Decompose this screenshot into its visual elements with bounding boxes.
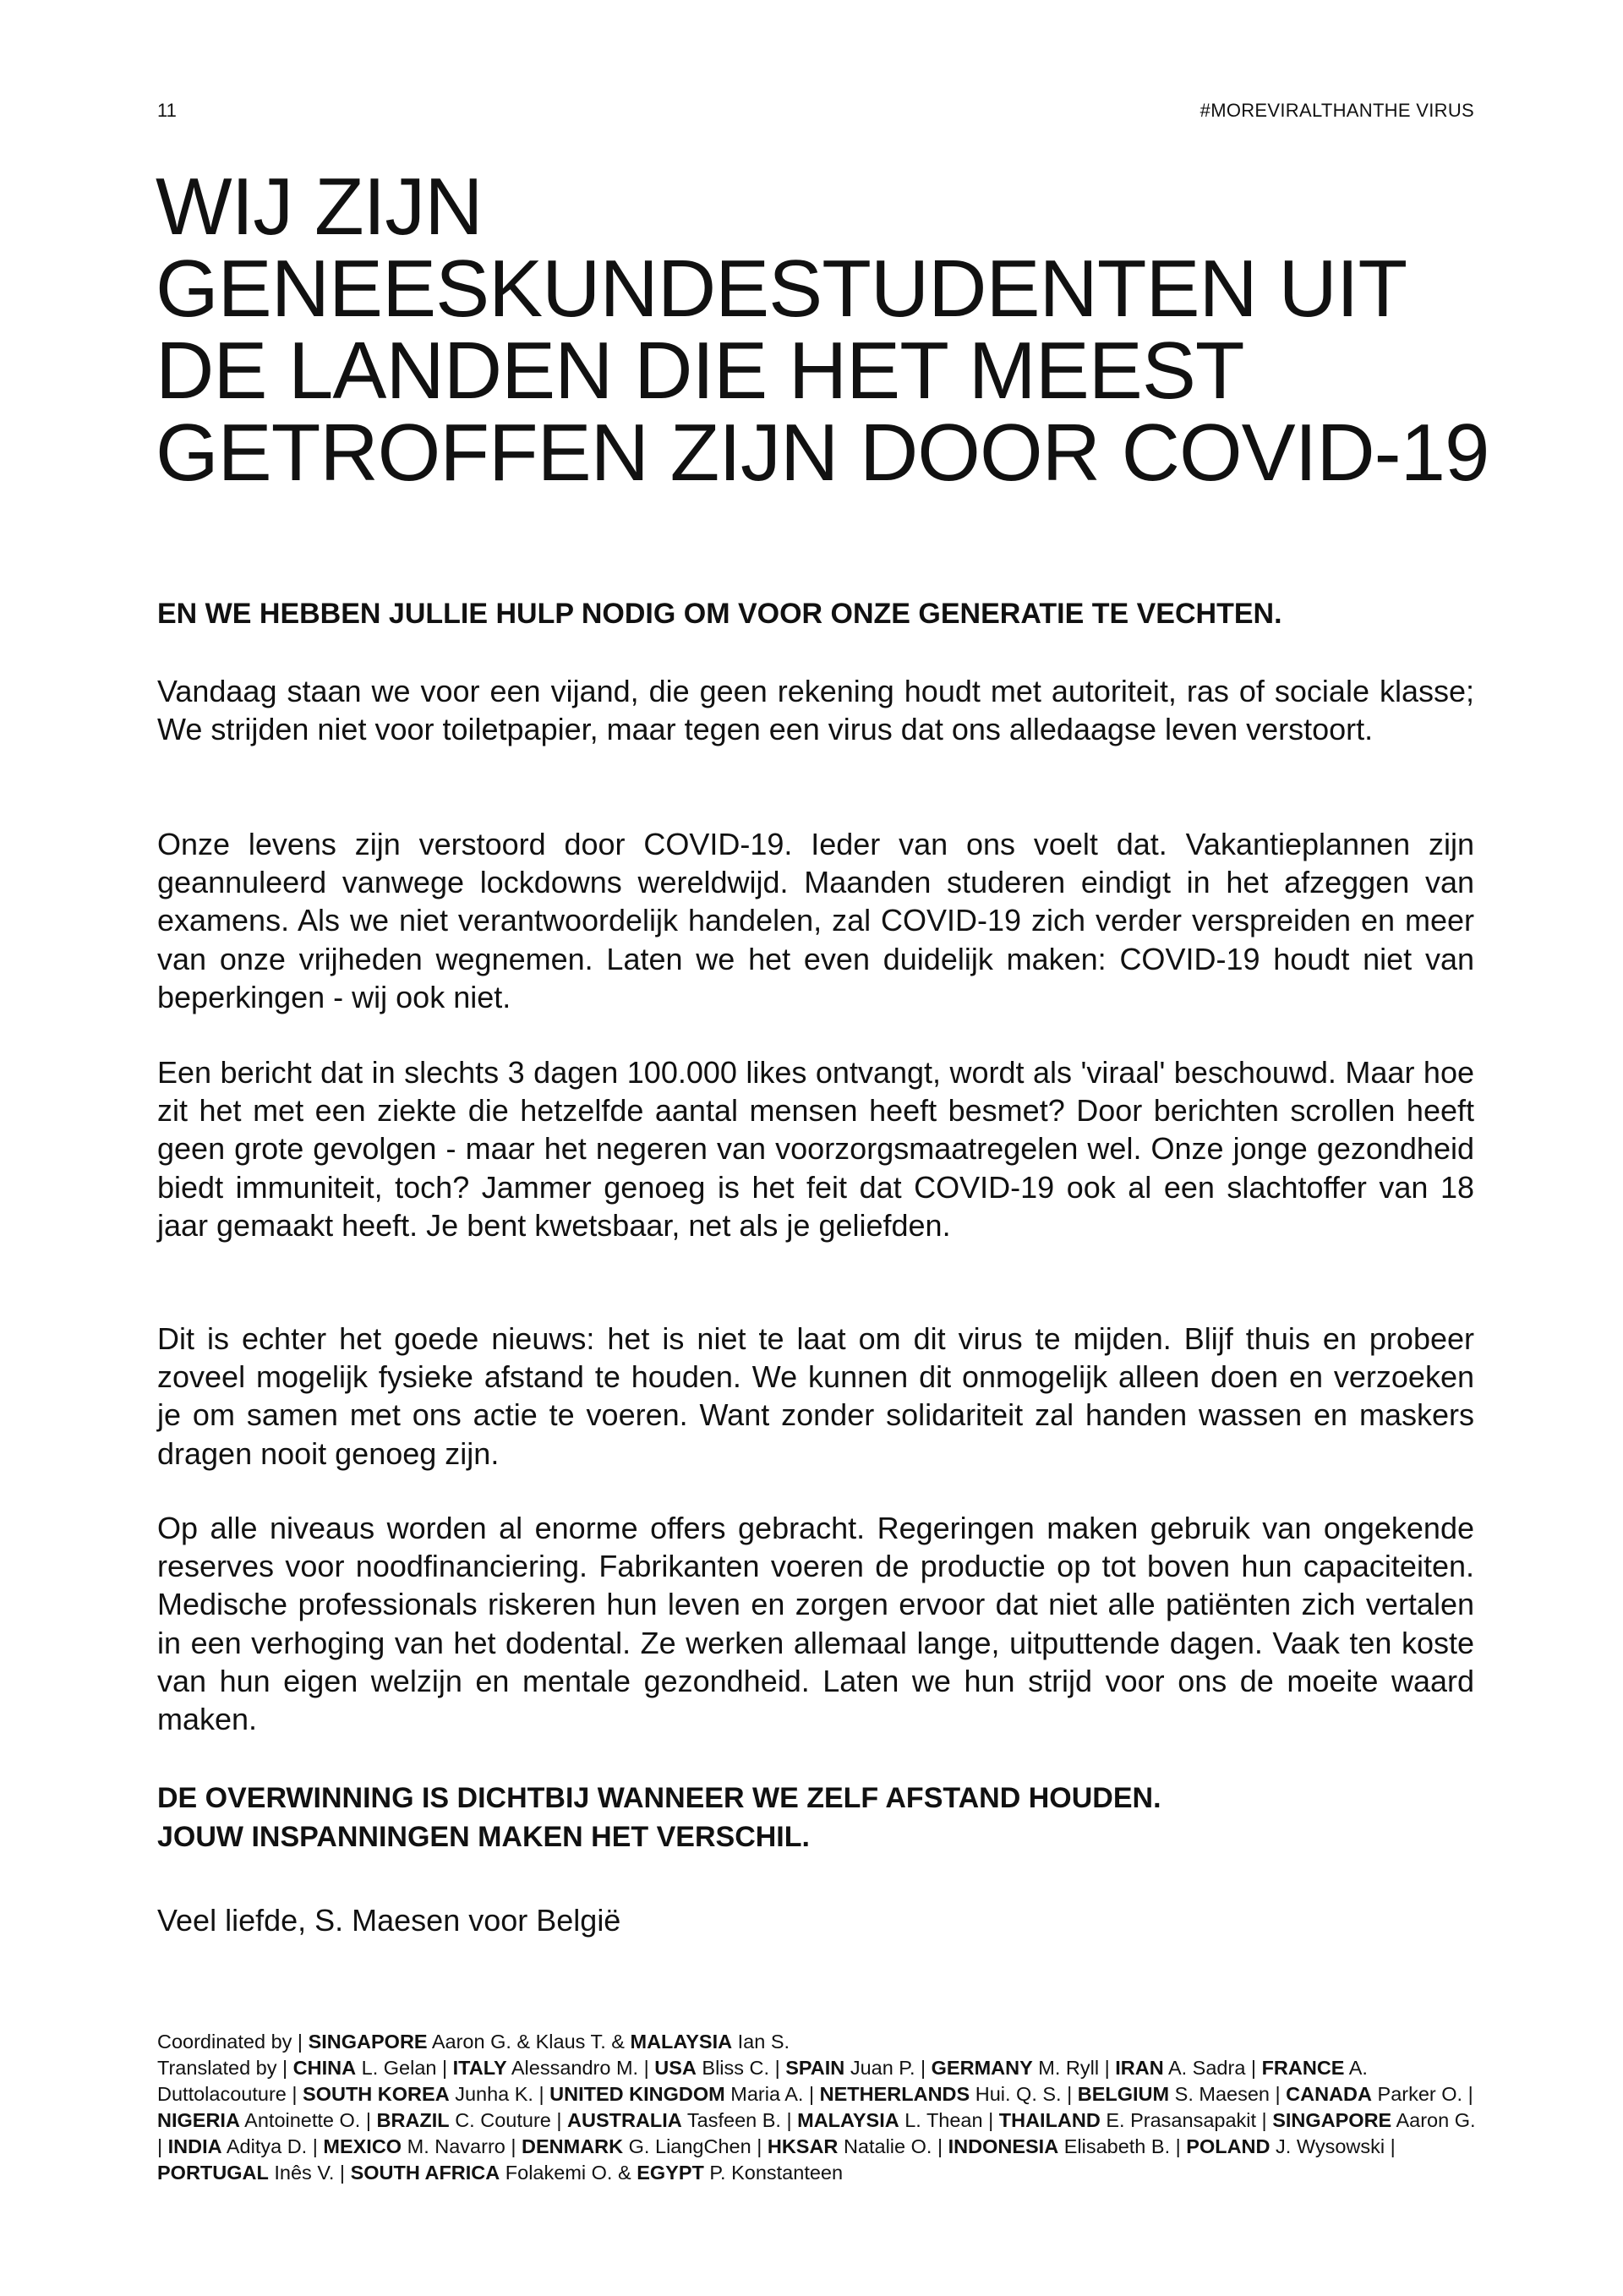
credit-country: INDONESIA [948,2135,1059,2157]
credit-country: EGYPT [637,2162,704,2184]
body-text: Op alle niveaus worden al enorme offers gebracht. Regeringen maken gebruik van ongekende reserves voor noodfinanciering. Fabrikanten voeren de productie op tot boven hun capaciteiten. Medische professionals riskeren hun leven en zorgen ervoor dat niet alle patiënten zich vertalen in een verhoging van het dodental. Ze werken allemaal lange, uitputtende dagen. Vaak ten koste van hun eigen welzijn en mentale gezondheid. Laten we hun strijd voor ons de moeite waard maken. [157,1511,1474,1737]
credit-names: G. LiangChen | [628,2135,762,2157]
closing-line-2: JOUW INSPANNINGEN MAKEN HET VERSCHIL. [157,1821,810,1853]
credit-country: THAILAND [998,2109,1101,2131]
body-text: Onze levens zijn verstoord door COVID-19. Ieder van ons voelt dat. Vakantieplannen zijn geannuleerd vanwege lockdowns wereldwijd. Maanden studeren eindigt in het afzeggen van examens. Als we niet verantwoordelijk handelen, zal COVID-19 zich verder verspreiden en meer van onze vrijheden wegnemen. Laten we het even duidelijk maken: COVID-19 houdt niet van beperkingen - wij ook niet. [157,827,1474,1014]
credit-names: Natalie O. | [843,2135,943,2157]
credit-names: A. Sadra | [1167,2057,1257,2079]
credit-country: MALAYSIA [630,2031,733,2053]
credit-names: S. Maesen | [1174,2083,1281,2105]
credit-country: POLAND [1186,2135,1271,2157]
credit-country: ITALY [452,2057,507,2079]
credit-country: IRAN [1115,2057,1164,2079]
body-paragraph-1 [157,672,1474,748]
credit-country: SPAIN [785,2057,845,2079]
credits-coordinated-label: Coordinated by | [157,2031,303,2053]
signature: Veel liefde, S. Maesen voor België [157,1903,621,1938]
credit-names: Tasfeen B. | [686,2109,792,2131]
credit-country: SINGAPORE [308,2031,428,2053]
credit-country: UNITED KINGDOM [549,2083,725,2105]
credit-country: BRAZIL [376,2109,450,2131]
credit-country: DENMARK [522,2135,624,2157]
credit-country: FRANCE [1261,2057,1345,2079]
credit-names: Inês V. | [274,2162,346,2184]
body-paragraph-5 [157,1509,1474,1738]
body-paragraph-3 [157,1053,1474,1244]
credit-names: E. Prasansapakit | [1106,2109,1267,2131]
subtitle: EN WE HEBBEN JULLIE HULP NODIG OM VOOR ONZE GENERATIE TE VECHTEN. [157,598,1282,630]
body-text: Vandaag staan we voor een vijand, die geen rekening houdt met autoriteit, ras of sociale klasse; We strijden niet voor toiletpapier, maar tegen een virus dat ons alledaagse leven verstoort. [157,674,1474,747]
credit-names: L. Thean | [904,2109,994,2131]
credit-names: Ian S. [737,2031,790,2053]
header-hashtag: #MOREVIRALTHANTHE VIRUS [1199,100,1474,121]
credit-country: CHINA [292,2057,357,2079]
credit-names: Aaron G. | [157,2109,1476,2157]
credits-coordinated-list [309,2031,790,2053]
credits-translated-label: Translated by | [157,2057,288,2079]
credit-country: AUSTRALIA [567,2109,682,2131]
page-number: 11 [157,100,177,121]
credit-names: Antoinette O. | [244,2109,371,2131]
credit-country: NETHERLANDS [819,2083,970,2105]
credit-names: A. Duttolacouture | [157,2057,1368,2105]
body-text: Dit is echter het goede nieuws: het is niet te laat om dit virus te mijden. Blijf thuis en probeer zoveel mogelijk fysieke afstand te houden. We kunnen dit onmogelijk alleen doen en verzoeken je om samen met ons actie te voeren. Want zonder solidariteit zal handen wassen en maskers dragen nooit genoeg zijn. [157,1321,1474,1471]
credit-names: Alessandro M. | [511,2057,649,2079]
body-paragraph-2 [157,825,1474,1016]
credit-names: J. Wysowski | [1276,2135,1396,2157]
credit-names: C. Couture | [455,2109,562,2131]
page-title: WIJ ZIJN GENEESKUNDESTUDENTEN UIT DE LANDEN DIE HET MEEST GETROFFEN ZIJN DOOR COVID-19 [156,161,1489,498]
credit-names: Junha K. | [455,2083,544,2105]
credit-country: INDIA [167,2135,222,2157]
credit-country: SINGAPORE [1272,2109,1392,2131]
credit-country: MEXICO [323,2135,402,2157]
credit-country: PORTUGAL [157,2162,269,2184]
credit-names: Parker O. | [1377,2083,1473,2105]
credit-names: Hui. Q. S. | [975,2083,1073,2105]
credit-country: HKSAR [767,2135,839,2157]
body-text: Een bericht dat in slechts 3 dagen 100.000 likes ontvangt, wordt als 'viraal' beschouwd. Maar hoe zit het met een ziekte die hetzelfde aantal mensen heeft besmet? Door berichten scrollen heeft geen grote gevolgen - maar het negeren van voorzorgsmaatregelen wel. Onze jonge gezondheid biedt immuniteit, toch? Jammer genoeg is het feit dat COVID-19 ook al een slachtoffer van 18 jaar gemaakt heeft. Je bent kwetsbaar, net als je geliefden. [157,1055,1474,1243]
credit-country: NIGERIA [157,2109,240,2131]
credit-names: Aditya D. | [226,2135,318,2157]
credit-names: Folakemi O. & [505,2162,631,2184]
credit-country: MALAYSIA [797,2109,899,2131]
credits-coordinated [157,2029,1476,2055]
closing-line-1: DE OVERWINNING IS DICHTBIJ WANNEER WE ZELF AFSTAND HOUDEN. [157,1782,1161,1814]
credit-country: USA [654,2057,697,2079]
credit-names: P. Konstanteen [709,2162,844,2184]
credit-names: Juan P. | [850,2057,926,2079]
body-paragraph-4 [157,1320,1474,1473]
credit-country: GERMANY [931,2057,1033,2079]
credit-names: L. Gelan | [361,2057,448,2079]
credit-names: M. Navarro | [407,2135,516,2157]
credit-country: BELGIUM [1077,2083,1170,2105]
credit-country: SOUTH AFRICA [350,2162,500,2184]
closing-statement [157,1779,1476,1856]
credits-translated [157,2055,1476,2186]
credit-country: CANADA [1286,2083,1372,2105]
credits-translated-list [157,2057,1476,2184]
credits [157,2029,1476,2186]
credit-names: Bliss C. | [702,2057,780,2079]
credit-names: Elisabeth B. | [1063,2135,1181,2157]
credit-names: Aaron G. & Klaus T. & [431,2031,625,2053]
credit-names: Maria A. | [730,2083,815,2105]
credit-names: M. Ryll | [1038,2057,1110,2079]
credit-country: SOUTH KOREA [303,2083,450,2105]
